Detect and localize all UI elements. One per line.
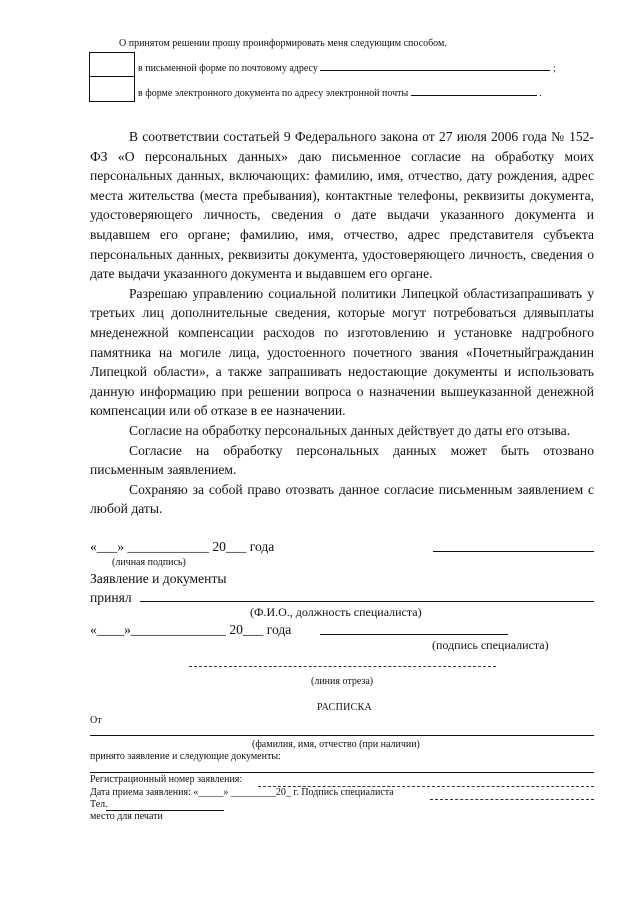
consent-paragraph-4: Согласие на обработку персональных данных может быть отозвано письменным заявлением. [90, 442, 594, 478]
applicant-signature-line[interactable] [433, 551, 594, 552]
receipt-title: РАСПИСКА [317, 702, 373, 713]
email-address-line[interactable] [411, 85, 537, 96]
receipt-fio-caption: (фамилия, имя, отчество (при наличии) [252, 739, 420, 750]
fio-position-caption: (Ф.И.О., должность специалиста) [250, 605, 422, 619]
accepted-date-underline [320, 634, 508, 635]
receipt-stamp-place: место для печати [90, 811, 163, 822]
receipt-reg-number-label: Регистрационный номер заявления: [90, 774, 243, 785]
consent-paragraph-3: Согласие на обработку персональных данных действует до даты его отзыва. [129, 422, 571, 438]
receipt-phone-label: Тел. [90, 799, 108, 810]
accepted-line-2: принял [90, 590, 132, 605]
specialist-signature-caption: (подпись специалиста) [432, 638, 549, 652]
checkbox-post[interactable] [89, 52, 135, 78]
option-email-label: в форме электронного документа по адресу электронной почты . [138, 85, 542, 99]
option-post-label: в письменной форме по почтовому адресу ; [138, 60, 556, 74]
receipt-from-line[interactable] [90, 735, 594, 736]
receipt-accepted-docs: принято заявление и следующие документы: [90, 751, 281, 762]
consent-paragraph-1: В соответствии состатьей 9 Федерального закона от 27 июля 2006 года № 152-ФЗ «О персональных данных» даю письменное согласие на обработку моих персональных данных, включающих: фамилию, имя, отчество, дату рождения, адрес места жительства (места пребывания), контактные телефоны, реквизиты документа, удостоверяющего личность, сведения о дате выдачи указанного документа и выдавшем его органе; фамилию, имя, отчество, адрес представителя субъекта персональных данных, реквизиты документа, удостоверяющего личность, сведения о дате выдачи указанного документа и выдавшем его органе. [90, 129, 594, 282]
personal-signature-caption: (личная подпись) [112, 557, 186, 568]
post-address-line[interactable] [320, 60, 550, 71]
applicant-date-line[interactable]: «___» ____________ 20___ года [90, 539, 275, 554]
consent-paragraph-5: Сохраняю за собой право отозвать данное согласие письменным заявлением с любой даты. [90, 481, 594, 517]
accepted-line-1: Заявление и документы [90, 571, 227, 586]
receipt-date-accepted: Дата приема заявления: «_____» _________20_ г. Подпись специалиста [90, 787, 394, 798]
cut-line [189, 666, 496, 667]
cut-line-caption: (линия отреза) [311, 676, 374, 687]
accepted-date-line[interactable]: «____»______________ 20___ года [90, 622, 292, 637]
notify-heading: О принятом решении прошу проинформировать меня следующим способом. [119, 38, 447, 49]
receipt-specialist-signature-line[interactable] [430, 799, 594, 800]
checkbox-email[interactable] [89, 76, 135, 102]
specialist-fio-line[interactable] [140, 601, 594, 602]
consent-paragraph-2: Разрешаю управлению социальной политики Липецкой областизапрашивать у третьих лиц дополнительные сведения, которые могут потребоваться длявыплаты мнеденежной компенсации расходов по изготовлению и установке надгробного памятника на могиле лица, удостоенного почетного звания «Почетныйгражданин Липецкой области», а также запрашивать недостающие документы и использовать данную информацию при решении вопроса о назначении вышеуказанной денежной компенсации или об отказе в ее назначении. [90, 285, 594, 419]
receipt-from-label: От [90, 715, 102, 726]
receipt-docs-line[interactable] [90, 772, 594, 773]
consent-text [90, 127, 594, 519]
